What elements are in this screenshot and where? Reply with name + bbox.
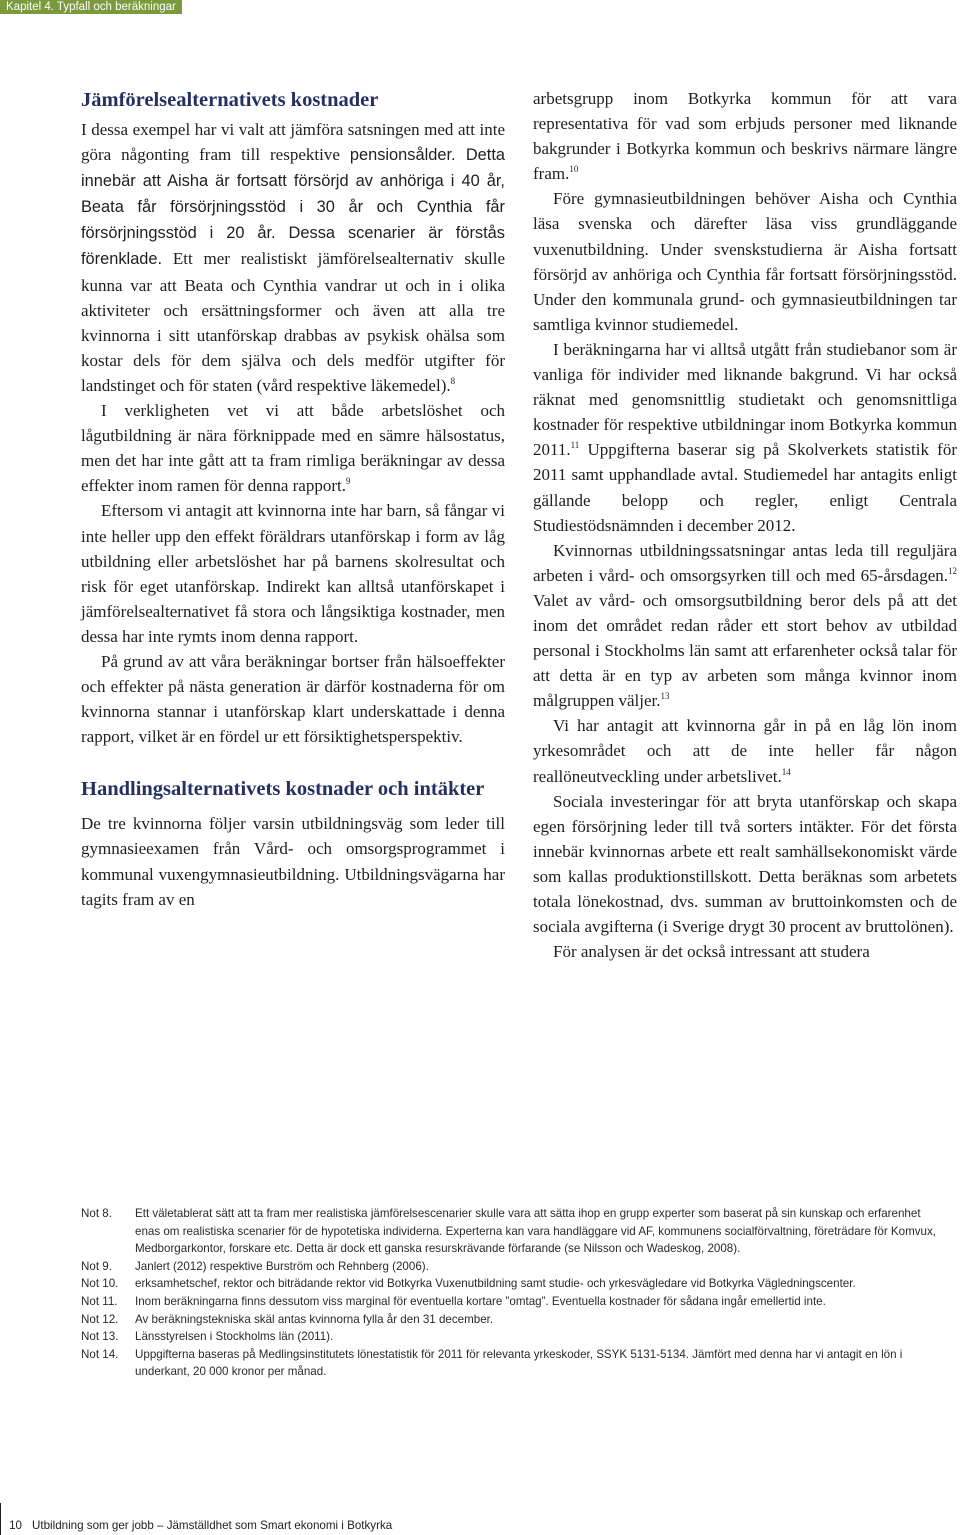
paragraph: Eftersom vi antagit att kvinnorna inte har barn, så fångar vi inte heller upp den effekt föräldrars utanförskap i form av låg utbildning eller arbetslöshet har på barnens skolresultat och risk för eget utanförskap. Indirekt kan alltså utanförskapet i jämförelsealternativet få stora och långsiktiga kostnader, men dessa har inte rymts inom denna rapport.	[81, 501, 505, 646]
paragraph: Vi har antagit att kvinnorna går in på en låg lön inom yrkesområdet och att de inte heller får någon reallöneutveckling under arbetslivet.$^{14}$	[533, 716, 957, 786]
footnote-text: Janlert (2012) respektive Burström och Rehnberg (2006).	[135, 1259, 429, 1273]
paragraph: I verkligheten vet vi att både arbetslöshet och lågutbildning är nära förknippade med en sämre hälsostatus, men det har inte gått att ta fram rimliga beräkningar av dessa effekter inom ramen för denna rapport.$^9$	[81, 401, 505, 496]
section-heading-action: Handlingsalternativets kostnader och intäkter	[81, 778, 485, 801]
footnote-number: Not 13.	[81, 1330, 119, 1344]
page-footer	[0, 1517, 392, 1535]
footnote	[81, 1311, 941, 1329]
page-number: 10	[9, 1519, 22, 1532]
footnote-text: Inom beräkningarna finns dessutom viss marginal för eventuella kortare ”omtag”. Eventuella kostnader för sådana ingår emellertid inte.	[135, 1294, 826, 1308]
left-column	[81, 82, 505, 912]
running-head: Kapitel 4. Typfall och beräkningar	[0, 0, 182, 14]
footnote	[81, 1205, 941, 1258]
right-column	[533, 86, 957, 964]
paragraph: I beräkningarna har vi alltså utgått från studiebanor som är vanliga för individer med liknande bakgrund. Vi har också räknat med genomsnittlig studietakt och genomsnittliga kostnader för respektive utbildningar inom Botkyrka kommun 2011.11 Uppgifterna baserar sig på Skolverkets statistik för 2011 samt upphandlade avtal. Studiemedel har antagits enligt gällande belopp och regler, enligt Centrala Studiestödsnämnden i december 2012.	[533, 339, 957, 535]
footnote-number: Not 8.	[81, 1207, 112, 1220]
footnote	[81, 1346, 941, 1381]
footnote-ref[interactable]: 13	[660, 691, 670, 702]
footnote	[81, 1258, 941, 1276]
section-heading-comparison: Jämförelsealternativets kostnader	[81, 89, 379, 111]
footnote	[81, 1328, 941, 1346]
paragraph: Sociala investeringar för att bryta utanförskap och skapa egen försörjning leder till två sorters intäkter. För det första innebär kvinnornas arbete ett realt samhällsekonomiskt värde som kallas produktionstillskott. Detta beräknas som arbetets totala lönekostnad, dvs. summan av bruttoinkomsten och de sociala avgifterna (i Sverige drygt 30 procent av bruttolönen).	[533, 791, 957, 937]
paragraph: För analysen är det också intressant att studera	[553, 942, 870, 962]
footnote-number: Not 11.	[81, 1294, 118, 1308]
footnote	[81, 1275, 941, 1293]
footnote-number: Not 10.	[81, 1277, 119, 1291]
footnote-ref[interactable]: 8	[450, 375, 456, 386]
footnote-number: Not 12.	[81, 1312, 119, 1326]
footnote-ref[interactable]: 9	[345, 476, 351, 487]
footnote-ref[interactable]: 11	[570, 440, 580, 451]
footnote-text: Länsstyrelsen i Stockholms län (2011).	[135, 1330, 334, 1344]
paragraph: Före gymnasieutbildningen behöver Aisha och Cynthia läsa svenska och därefter läsa viss grundläggande vuxenutbildning. Under svenskstudierna är Aisha fortsatt försörjd av anhöriga och Cynthia får fortsatt försörjningsstöd. Under den kommunala grund- och gymnasieutbildningen tar samtliga kvinnor studiemedel.	[533, 189, 957, 334]
footnote-number: Not 14.	[81, 1347, 119, 1361]
footnote-text: Av beräkningstekniska skäl antas kvinnorna fylla år den 31 december.	[135, 1312, 494, 1326]
paragraph: De tre kvinnorna följer varsin utbildningsväg som leder till gymnasieexamen från Vård- och omsorgsprogrammet i kommunal vuxengymnasieutbildning. Utbildningsvägarna har tagits fram av en	[81, 814, 505, 909]
footnote	[81, 1293, 941, 1311]
paragraph: På grund av att våra beräkningar bortser från hälsoeffekter och effekter på nästa generation är därför kostnaderna för om kvinnorna stannar i utanförskap klart underskattade i denna rapport, vilket är en fördel ur ett försiktighetsperspektiv.	[81, 651, 505, 747]
footnote-ref[interactable]: 10	[569, 164, 579, 175]
sans-passage: pensionsålder. Detta innebär att Aisha är fortsatt försörjd av anhöriga i 40 år, Beata får försörjningsstöd i 30 år och Cynthia får försörjningsstöd i 20 år. Dessa scenarier är förstås förenklade.	[81, 146, 506, 269]
footnotes	[81, 1205, 941, 1381]
paragraph: Kvinnornas utbildningssatsningar antas leda till reguljära arbeten i vård- och omsorgsyrken till och med 65-årsdagen.$^{12}$ Valet av vård- och omsorgsutbildning beror dels på att det inom det området redan råder ett stort behov av utbildad personal i Stockholms län samt att erfarenheter också talar för att detta är en typ av arbeten som många kvinnor inom målgruppen väljer.$^{13}$	[533, 540, 957, 711]
footnote-ref[interactable]: 14	[781, 766, 791, 777]
footnote-text: Ett väletablerat sätt att ta fram mer realistiska jämförelsescenarier skulle vara att sätta ihop en grupp experter som baserat på sin kunskap och erfarenhet enas om realistiska scenarier för de hypotetiska individerna. Experterna kan vara handläggare vid AF, kommunens socialförvaltning, företrädare för Komvux, Medborgarkontor, forskare etc. Detta är dock ett ganska resurskrävande förfarande (se Nilsson och Wadeskog, 2008).	[135, 1207, 937, 1256]
footnote-number: Not 9.	[81, 1259, 112, 1273]
footnote-ref[interactable]: 12	[948, 565, 957, 576]
footnote-text: erksamhetschef, rektor och biträdande rektor vid Botkyrka Vuxenutbildning samt studie- och yrkesvägledare vid Botkyrka Vägledningscenter.	[135, 1277, 856, 1291]
paragraph: I dessa exempel har vi valt att jämföra satsningen med att inte göra någonting fram till respektive pensionsålder. Detta innebär att Aisha är fortsatt försörjd av anhöriga i 40 år, Beata får försörjningsstöd i 30 år och Cynthia får försörjningsstöd i 20 år. Dessa scenarier är förstås förenklade. Ett mer realistiskt jämförelsealternativ skulle kunna var att Beata och Cynthia vandrar ut och in i olika aktiviteter och ersättningsformer och även att alla tre kvinnorna i sitt utanförskap drabbas av psykisk ohälsa som kostar dels för dem själva och dels medför utgifter för landstinget och för staten (vård respektive läkemedel).$^8$	[81, 120, 506, 395]
publication-title: Utbildning som ger jobb – Jämställdhet som Smart ekonomi i Botkyrka	[32, 1519, 393, 1532]
paragraph: arbetsgrupp inom Botkyrka kommun för att vara representativa för vad som erbjuds personer med liknande bakgrunder i Botkyrka kommun och beskrivs närmare längre fram.$^{10}$	[533, 89, 957, 184]
footnote-text: Uppgifterna baseras på Medlingsinstitutets lönestatistik för 2011 för relevanta yrkeskoder, SSYK 5131-5134. Jämfört med denna har vi antagit en lön i underkant, 20 000 kronor per månad.	[135, 1347, 903, 1379]
